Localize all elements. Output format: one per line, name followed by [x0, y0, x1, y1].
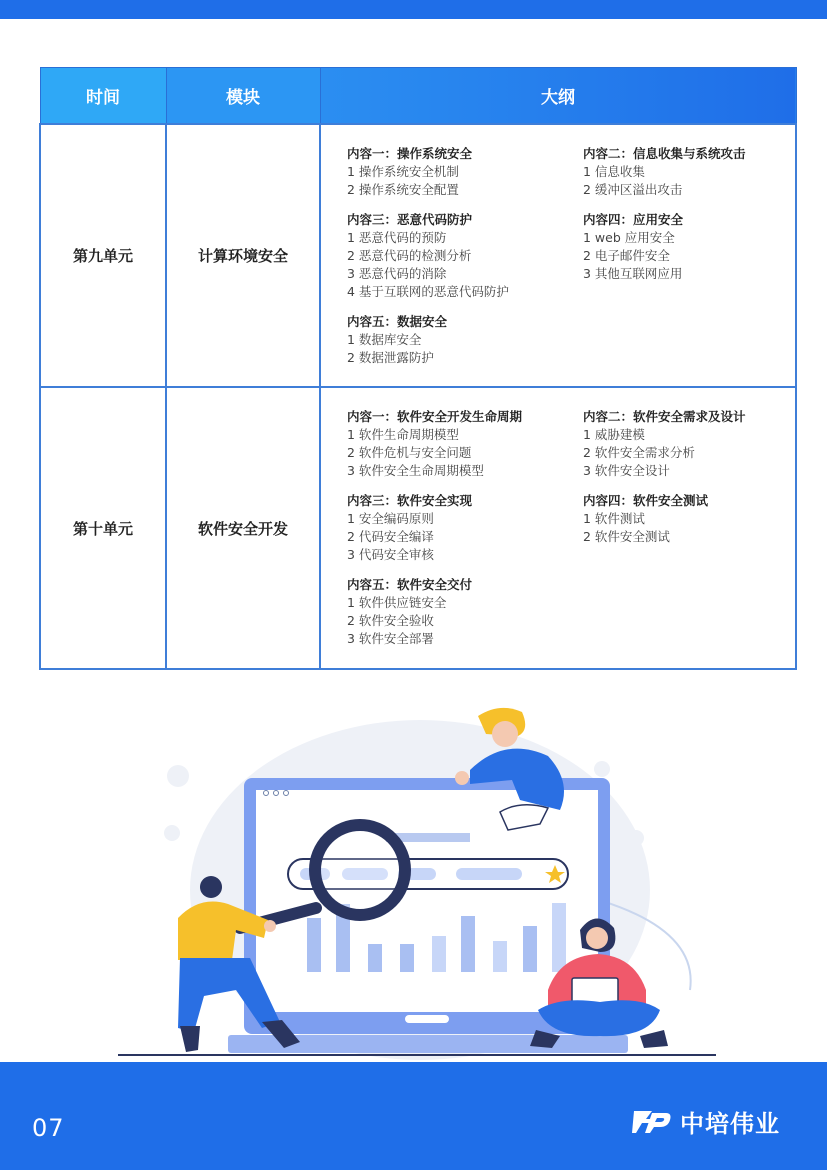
screen-bar [432, 936, 446, 972]
company-logo-mark-icon [632, 1107, 672, 1137]
top-accent-bar [0, 0, 827, 19]
section-title: 内容二：软件安全需求及设计 [583, 409, 746, 424]
syllabus-table [39, 67, 797, 670]
section-item: 1 数据库安全 [347, 331, 422, 347]
outline-section [347, 576, 583, 648]
section-item: 2 恶意代码的检测分析 [347, 247, 472, 263]
outline-section [347, 145, 583, 199]
outline-section [583, 211, 793, 301]
section-item: 3 代码安全审核 [347, 547, 434, 562]
section-item: 1 web 应用安全 [583, 229, 675, 245]
section-item: 2 软件安全验收 [347, 613, 434, 628]
magnifier-icon [315, 825, 405, 915]
screen-bar [307, 918, 321, 972]
section-item: 1 恶意代码的预防 [347, 229, 447, 245]
outline-section [347, 492, 583, 564]
section-item: 2 电子邮件安全 [583, 247, 670, 263]
bg-dot-right-small [628, 830, 644, 846]
section-title: 内容三：恶意代码防护 [347, 211, 473, 227]
unit-outline-cell [320, 387, 796, 669]
outline-section [583, 492, 793, 564]
section-item: 3 软件安全部署 [347, 631, 434, 646]
company-name: 中培伟业 [680, 1110, 780, 1138]
unit-outline-cell [320, 124, 796, 387]
header-module: 模块 [166, 68, 320, 125]
screen-bar [400, 944, 414, 972]
page-number: 07 [32, 1114, 65, 1142]
section-title: 内容四：软件安全测试 [583, 493, 709, 508]
outline-section [583, 408, 793, 480]
section-item: 2 代码安全编译 [347, 529, 434, 544]
bg-dot-right [594, 761, 610, 777]
section-item: 3 恶意代码的消除 [347, 265, 447, 281]
section-title: 内容一：软件安全开发生命周期 [347, 409, 523, 424]
security-illustration [0, 690, 827, 1070]
company-logo [632, 1104, 780, 1139]
outline-section [347, 313, 583, 367]
outline-section [583, 145, 793, 199]
section-item: 1 威胁建模 [583, 427, 645, 442]
header-outline: 大纲 [320, 68, 796, 125]
unit-time-cell: 第十单元 [40, 387, 166, 669]
table-row [40, 124, 796, 387]
section-item: 2 操作系统安全配置 [347, 181, 459, 197]
screen-bar [552, 903, 566, 972]
section-title: 内容二：信息收集与系统攻击 [583, 145, 746, 161]
section-item: 2 软件危机与安全问题 [347, 445, 472, 460]
section-item: 1 软件供应链安全 [347, 595, 447, 610]
section-item: 3 软件安全设计 [583, 463, 670, 478]
screen-bar [523, 926, 537, 972]
unit-module-cell: 软件安全开发 [166, 387, 320, 669]
section-item: 2 数据泄露防护 [347, 349, 434, 365]
header-time: 时间 [40, 68, 166, 125]
section-item: 2 缓冲区溢出攻击 [583, 181, 683, 197]
outline-section [347, 211, 583, 301]
search-chip [456, 868, 522, 880]
unit-time-cell: 第九单元 [40, 124, 166, 387]
screen-bar [368, 944, 382, 972]
outline-grid [321, 129, 795, 383]
section-item: 3 其他互联网应用 [583, 265, 683, 281]
section-title: 内容五：数据安全 [347, 313, 448, 329]
screen-bar [461, 916, 475, 972]
table-header-row [40, 68, 796, 125]
section-item: 1 安全编码原则 [347, 511, 434, 526]
section-item: 1 软件生命周期模型 [347, 427, 459, 442]
unit-module-cell: 计算环境安全 [166, 124, 320, 387]
outline-grid [321, 392, 795, 664]
section-item: 4 基于互联网的恶意代码防护 [347, 283, 509, 299]
section-item: 2 软件安全需求分析 [583, 445, 695, 460]
section-item: 1 操作系统安全机制 [347, 163, 459, 179]
section-item: 1 信息收集 [583, 163, 645, 179]
section-title: 内容四：应用安全 [583, 211, 684, 227]
section-title: 内容一：操作系统安全 [347, 145, 473, 161]
outline-section [347, 408, 583, 480]
section-title: 内容三：软件安全实现 [347, 493, 473, 508]
section-item: 3 软件安全生命周期模型 [347, 463, 484, 478]
section-item: 1 软件测试 [583, 511, 645, 526]
monitor-slot [405, 1015, 449, 1023]
bg-dot-left-small [164, 825, 180, 841]
monitor-screen [256, 790, 598, 1012]
section-title: 内容五：软件安全交付 [347, 577, 473, 592]
section-item: 2 软件安全测试 [583, 529, 670, 544]
table-row [40, 387, 796, 669]
bg-dot-left [167, 765, 189, 787]
screen-bar [493, 941, 507, 972]
